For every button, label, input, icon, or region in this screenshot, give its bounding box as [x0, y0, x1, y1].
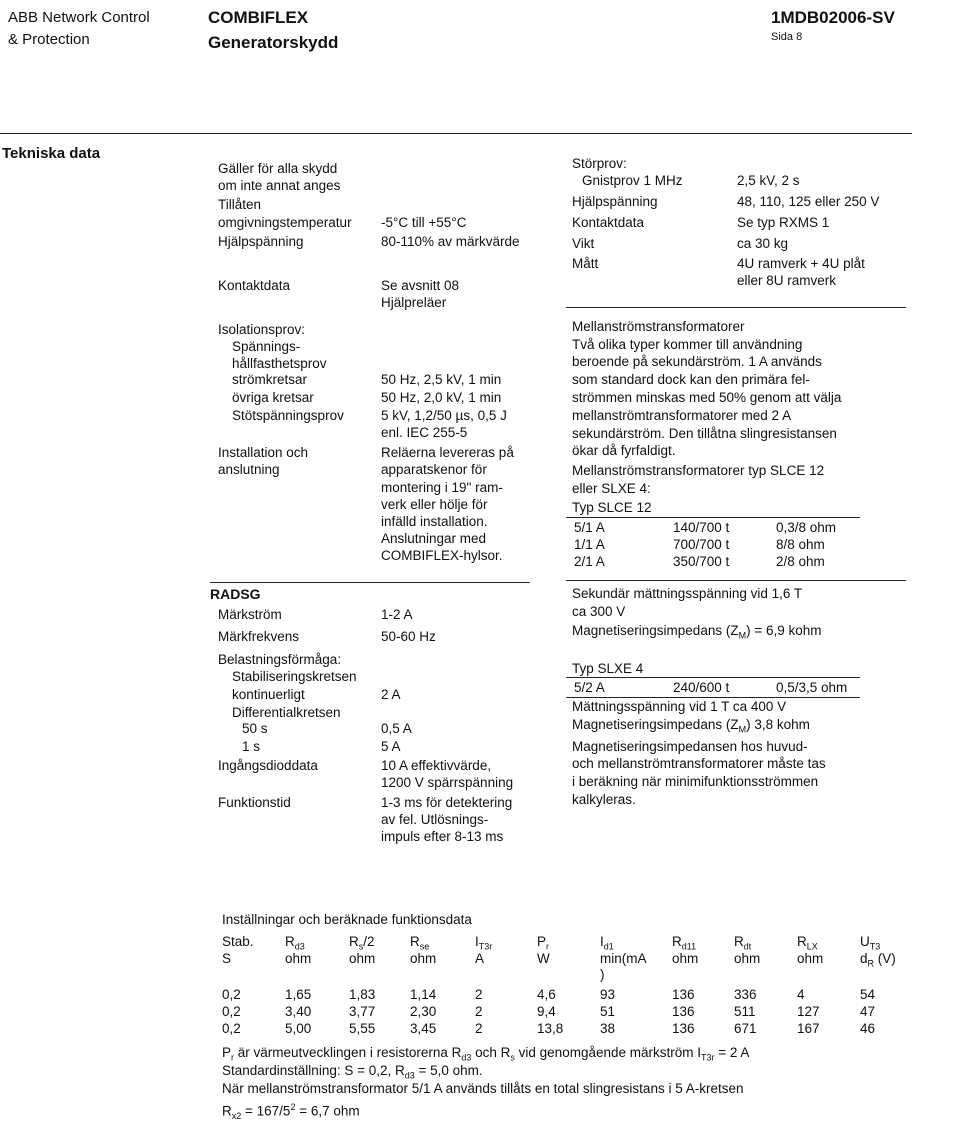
radsg-label: 50 s	[242, 721, 268, 736]
right-label: Kontaktdata	[572, 215, 645, 230]
right-label: Gnistprov 1 MHz	[582, 173, 683, 188]
table-cell: 3,45	[410, 1021, 437, 1036]
product-subtitle: Generatorskydd	[208, 33, 339, 52]
radsg-value: 1-3 ms för detektering	[381, 795, 513, 810]
radsg-label: 1 s	[242, 739, 261, 754]
table-cell: 127	[797, 1004, 820, 1019]
text-line: sekundärström. Den tillåtna slingresistansen	[572, 426, 837, 441]
data-value: 50 Hz, 2,5 kV, 1 min	[381, 372, 502, 387]
data-value: enl. IEC 255-5	[381, 425, 468, 440]
table-cell: 2/1 A	[574, 554, 605, 569]
table-cell: 511	[734, 1004, 756, 1019]
table-cell: 54	[860, 987, 876, 1002]
settings-note-4: $R_{x2} = 167/5^2 = 6,7$ ohm	[222, 1102, 360, 1122]
table-cell: 2	[475, 1021, 483, 1036]
settings-note-3: När mellanströmstransformator 5/1 A används tillåts en total slingresistans i 5 A-kretsen	[222, 1081, 744, 1096]
data-label: Stötspänningsprov	[232, 408, 344, 423]
radsg-label: Belastningsförmåga:	[218, 652, 342, 667]
table-cell: 3,40	[285, 1004, 312, 1019]
right-divider-1	[566, 307, 906, 308]
radsg-value: 1-2 A	[381, 607, 413, 622]
table-cell: 8/8 ohm	[776, 537, 825, 552]
table-cell: 2	[475, 1004, 483, 1019]
data-label: övriga kretsar	[232, 390, 314, 405]
text-line: Två olika typer kommer till användning	[572, 337, 803, 352]
table-cell: 1,14	[410, 987, 437, 1002]
company-division: & Protection	[8, 31, 90, 48]
table-cell: 140/700 t	[673, 520, 730, 535]
radsg-value: av fel. Utlösnings-	[381, 812, 489, 827]
data-value: Anslutningar med	[381, 531, 487, 546]
radsg-value: 2 A	[381, 687, 401, 702]
table-cell: 51	[600, 1004, 616, 1019]
table-cell: 1,65	[285, 987, 312, 1002]
column-unit: ohm	[734, 951, 761, 966]
right-label: Störprov:	[572, 156, 627, 171]
settings-note-1: $P_r$ är värmeutvecklingen i resistorerna $R_{d3}$ och $R_s$ vid genomgående märkström $I_{T3r} = 2$ A	[222, 1045, 750, 1063]
table-cell: 0,2	[222, 1004, 241, 1019]
column-unit: W	[537, 951, 550, 966]
right-value: 48, 110, 125 eller 250 V	[737, 194, 880, 209]
slxe-saturation-line: Mättningsspänning vid 1 T ca 400 V	[572, 699, 787, 714]
text-line: som standard dock kan den primära fel-	[572, 372, 810, 387]
data-label: Isolationsprov:	[218, 322, 306, 337]
table-cell: 136	[672, 1021, 695, 1036]
data-label: Spännings-	[232, 339, 301, 354]
secondary-saturation-line: Sekundär mättningsspänning vid 1,6 T	[572, 586, 803, 601]
settings-note-2: Standardinställning: S = 0,2, $R_{d3} = 5,0$ ohm.	[222, 1063, 483, 1081]
page-number: Sida 8	[771, 31, 803, 43]
document-number: 1MDB02006-SV	[771, 8, 895, 27]
section-title: Tekniska data	[2, 145, 101, 162]
column-unit: min(mA	[600, 951, 647, 966]
table-row	[574, 536, 856, 553]
column-unit: ohm	[349, 951, 376, 966]
column-unit-paren: )	[600, 967, 605, 982]
text-line: ökar då fyrfaldigt.	[572, 443, 676, 458]
magnetizing-impedance-line-2: Magnetiseringsimpedans $(Z_M)$ 3,8 kohm	[572, 717, 810, 735]
column-header: $R_{se}$	[410, 934, 430, 952]
data-label: Tillåten	[218, 197, 262, 212]
slxe-table	[574, 679, 847, 696]
data-label: om inte annat anges	[218, 178, 341, 193]
table-cell: 5,00	[285, 1021, 312, 1036]
radsg-label: Märkfrekvens	[218, 629, 300, 644]
radsg-label: Funktionstid	[218, 795, 291, 810]
table-cell: 336	[734, 987, 757, 1002]
table-cell: 5,55	[349, 1021, 376, 1036]
data-label: Installation och	[218, 445, 309, 460]
table-cell: 2	[475, 987, 483, 1002]
column-unit: A	[475, 951, 485, 966]
data-value: COMBIFLEX-hylsor.	[381, 548, 503, 563]
table-cell: 136	[672, 1004, 695, 1019]
column-header: $R_{dt}$	[734, 934, 752, 952]
data-value: apparatskenor för	[381, 462, 487, 477]
text-line: och mellanströmtransformatorer måste tas	[572, 756, 826, 771]
right-value: 4U ramverk + 4U plåt	[737, 256, 865, 271]
company-name: ABB Network Control	[8, 9, 150, 26]
data-value: infälld installation.	[381, 514, 488, 529]
table-cell: 0,2	[222, 1021, 241, 1036]
table-cell: 3,77	[349, 1004, 376, 1019]
column-header: $U_{T3}$	[860, 934, 881, 952]
data-value: Se avsnitt 08	[381, 278, 460, 293]
table-cell: 5/1 A	[574, 520, 605, 535]
data-value: verk eller hölje för	[381, 497, 488, 512]
table-cell: 0,2	[222, 987, 241, 1002]
slce-divider	[566, 517, 860, 518]
radsg-value: 50-60 Hz	[381, 629, 436, 644]
table-cell: 1,83	[349, 987, 376, 1002]
magnetizing-impedance-line-1: Magnetiseringsimpedans $(Z_M) = 6,9$ kohm	[572, 623, 822, 641]
table-cell: 4,6	[537, 987, 556, 1002]
radsg-label: Stabiliseringskretsen	[232, 669, 357, 684]
data-label: Kontaktdata	[218, 278, 291, 293]
text-line: strömmen minskas med 50% genom att välja	[572, 390, 842, 405]
right-label: Hjälpspänning	[572, 194, 658, 209]
column-header: $R_{d11}$	[672, 934, 697, 952]
table-cell: 2/8 ohm	[776, 554, 825, 569]
right-divider-2	[566, 580, 906, 581]
table-cell: 46	[860, 1021, 876, 1036]
table-row: 5/2 A 240/600 t 0,5/3,5 ohm	[574, 680, 848, 695]
data-label: omgivningstemperatur	[218, 215, 352, 230]
column-header: $R_s/2$	[349, 934, 375, 952]
right-value: ca 30 kg	[737, 236, 789, 251]
settings-title: Inställningar och beräknade funktionsdata	[222, 912, 472, 927]
table-cell: 13,8	[537, 1021, 564, 1036]
data-value: 50 Hz, 2,0 kV, 1 min	[381, 390, 502, 405]
data-label: anslutning	[218, 462, 280, 477]
header-divider	[0, 133, 912, 134]
table-row	[574, 553, 856, 570]
column-header: $P_r$	[537, 934, 550, 952]
radsg-value: 5 A	[381, 739, 401, 754]
column-unit: S	[222, 951, 232, 966]
right-label: Vikt	[572, 236, 595, 251]
data-value: 80-110% av märkvärde	[381, 234, 520, 249]
table-cell: 136	[672, 987, 695, 1002]
column-header: $I_{T3r}$	[475, 934, 493, 952]
table-cell: 0,3/8 ohm	[776, 520, 837, 535]
radsg-label: kontinuerligt	[232, 687, 305, 702]
right-value: 2,5 kV, 2 s	[737, 173, 800, 188]
column-unit: ohm	[797, 951, 824, 966]
text-line: i beräkning när minimifunktionsströmmen	[572, 774, 819, 789]
table-cell: 9,4	[537, 1004, 556, 1019]
radsg-value: 0,5 A	[381, 721, 412, 736]
data-label: Gäller för alla skydd	[218, 161, 338, 176]
column-header: $R_{d3}$	[285, 934, 305, 952]
slce-title: Typ SLCE 12	[572, 500, 652, 515]
data-value: Hjälpreläer	[381, 295, 447, 310]
data-label: strömkretsar	[232, 372, 308, 387]
right-value: eller 8U ramverk	[737, 273, 837, 288]
column-header: $I_{d1}$	[600, 934, 614, 952]
data-value: Reläerna levereras på	[381, 445, 514, 460]
radsg-value: 10 A effektivvärde,	[381, 758, 492, 773]
radsg-title: RADSG	[210, 586, 261, 602]
data-value: 5 kV, 1,2/50 µs, 0,5 J	[381, 408, 507, 423]
slce-table	[574, 519, 856, 570]
data-label: Hjälpspänning	[218, 234, 304, 249]
slxe-divider	[566, 677, 860, 678]
table-cell: 47	[860, 1004, 876, 1019]
text-line: beroende på sekundärström. 1 A används	[572, 354, 822, 369]
table-cell: 4	[797, 987, 805, 1002]
column-unit: ohm	[410, 951, 437, 966]
saturation-voltage-line: ca 300 V	[572, 604, 626, 619]
table-cell: 1/1 A	[574, 537, 605, 552]
table-cell: 350/700 t	[673, 554, 730, 569]
radsg-label: Ingångsdioddata	[218, 758, 318, 773]
table-cell: 671	[734, 1021, 757, 1036]
column-unit: ohm	[672, 951, 699, 966]
table-cell: 38	[600, 1021, 616, 1036]
radsg-label: Differentialkretsen	[232, 705, 341, 720]
radsg-label: Märkström	[218, 607, 282, 622]
product-name: COMBIFLEX	[208, 8, 309, 27]
radsg-value: impuls efter 8-13 ms	[381, 829, 504, 844]
data-value: montering i 19" ram-	[381, 480, 503, 495]
right-value: Se typ RXMS 1	[737, 215, 830, 230]
text-line: mellanströmtransformatorer med 2 A	[572, 408, 792, 423]
text-line: Mellanströmstransformatorer typ SLCE 12	[572, 463, 825, 478]
table-cell: 167	[797, 1021, 820, 1036]
column-header: $R_{LX}$	[797, 934, 818, 952]
text-line: Mellanströmstransformatorer	[572, 319, 745, 334]
slxe-title: Typ SLXE 4	[572, 661, 644, 676]
table-row	[574, 519, 856, 536]
text-line: kalkyleras.	[572, 792, 636, 807]
right-label: Mått	[572, 256, 599, 271]
table-cell: 700/700 t	[673, 537, 730, 552]
text-line: Magnetiseringsimpedansen hos huvud-	[572, 739, 808, 754]
column-header: Stab.	[222, 934, 254, 949]
column-unit: $d_R$ (V)	[860, 951, 896, 969]
text-line: eller SLXE 4:	[572, 481, 651, 496]
column-unit: ohm	[285, 951, 312, 966]
data-label: hållfasthetsprov	[232, 356, 327, 371]
table-cell: 2,30	[410, 1004, 437, 1019]
data-value: -5°C till +55°C	[381, 215, 467, 230]
radsg-divider	[210, 582, 530, 583]
table-cell: 93	[600, 987, 616, 1002]
radsg-value: 1200 V spärrspänning	[381, 775, 514, 790]
